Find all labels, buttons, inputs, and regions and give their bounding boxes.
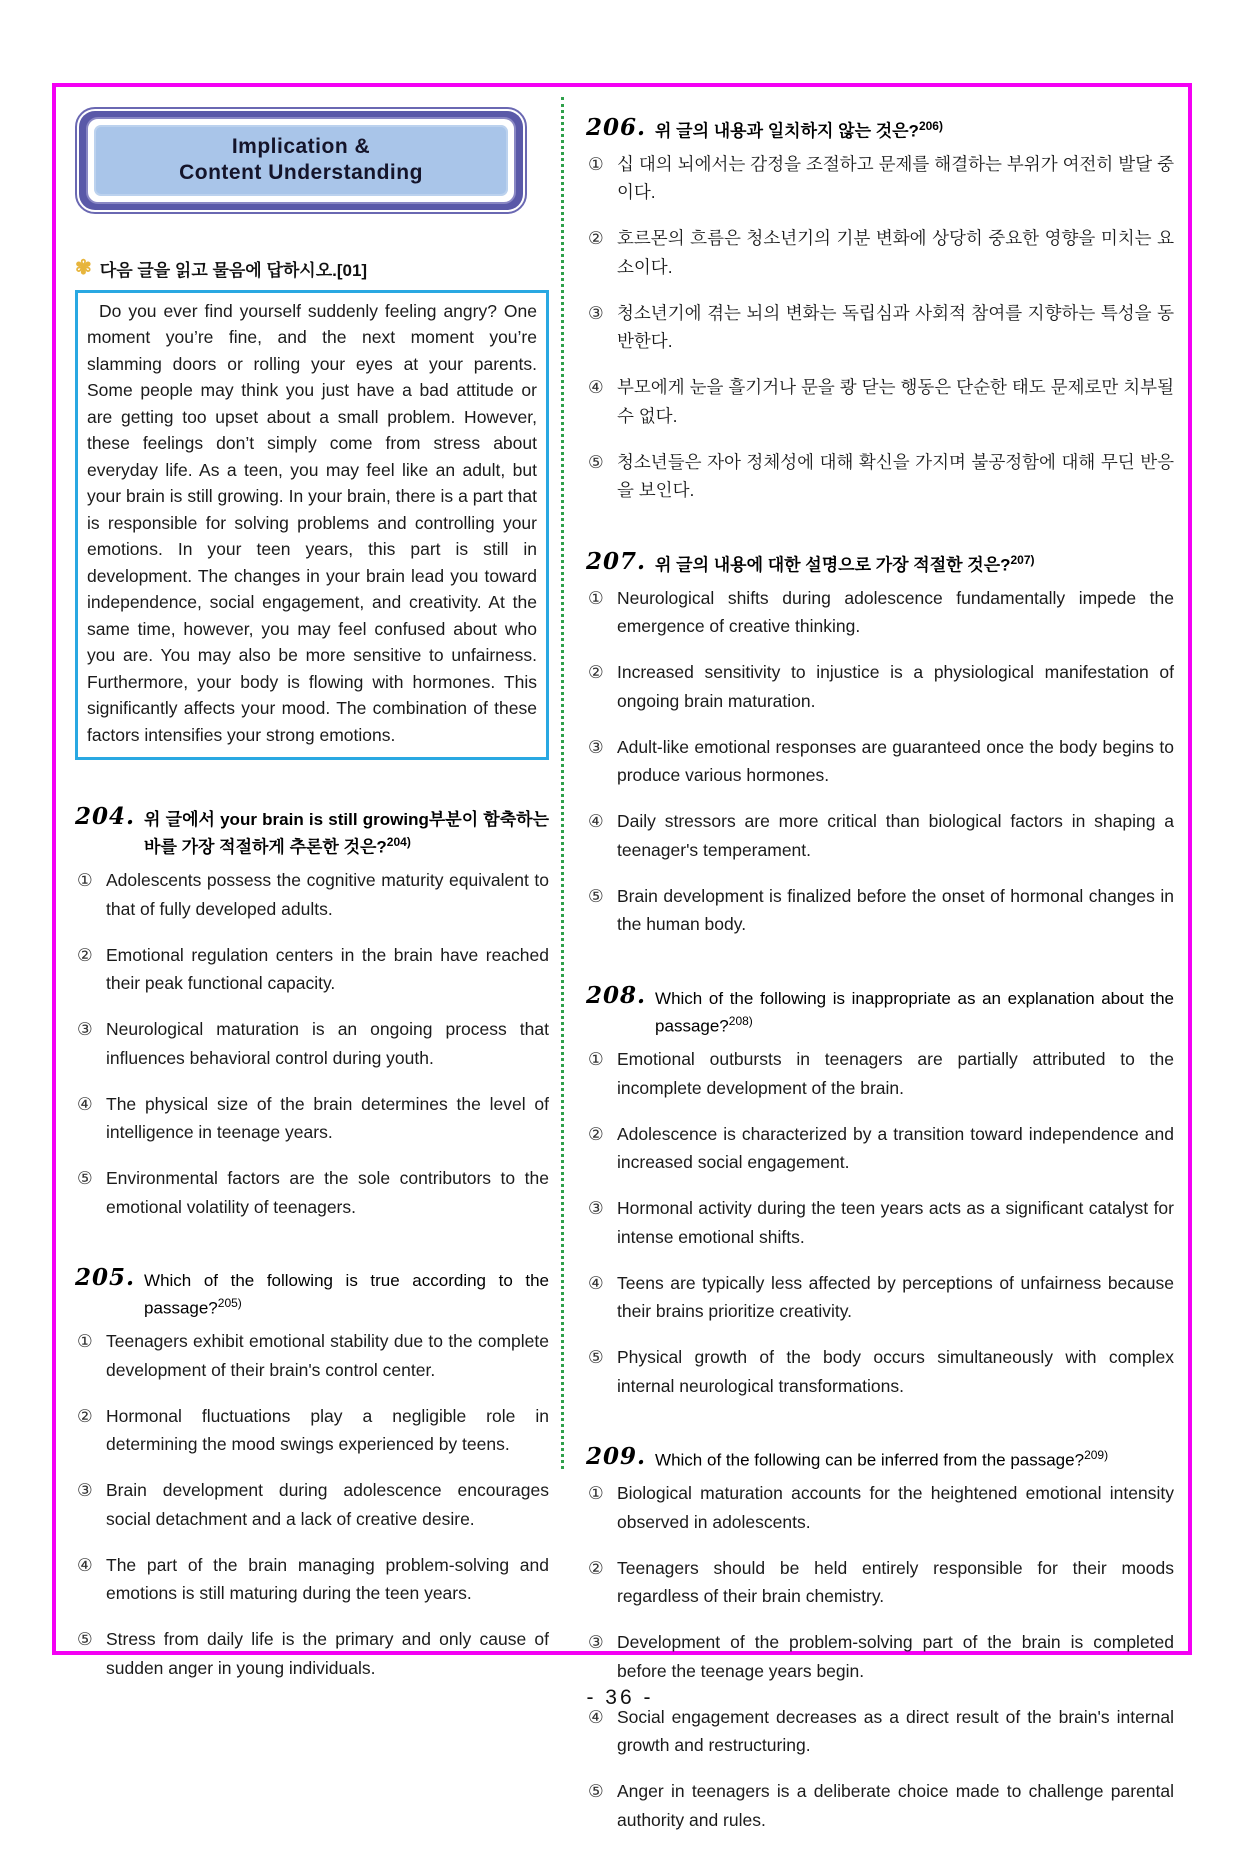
option-text: The physical size of the brain determines the level of intelligence in teenage years.: [106, 1093, 549, 1143]
option-marker: ②: [77, 1405, 93, 1426]
option-marker: ②: [588, 662, 604, 683]
option-marker: ②: [588, 1123, 604, 1144]
option-marker: ④: [588, 377, 604, 398]
question-209-head: [586, 1444, 1174, 1474]
option-text: The part of the brain managing problem-solving and emotions is still maturing during the teen years.: [106, 1554, 549, 1604]
question-stem: [655, 549, 1174, 579]
option-marker: ③: [77, 1019, 93, 1040]
question-stem: [144, 1265, 549, 1322]
option: [75, 1625, 549, 1682]
option: [75, 1015, 549, 1072]
option-text: Neurological shifts during adolescence fundamentally impede the emergence of creative thinking.: [617, 587, 1174, 637]
question-204-head: [75, 804, 549, 861]
options-list: [586, 150, 1174, 505]
question-207-head: [586, 549, 1174, 579]
question-209: [586, 1444, 1174, 1834]
options-list: [586, 1045, 1174, 1400]
question-stem-text: 위 글의 내용과 일치하지 않는 것은?: [655, 121, 919, 141]
option-text: Anger in teenagers is a deliberate choice made to challenge parental authority and rules.: [617, 1781, 1174, 1830]
question-206-head: [586, 115, 1174, 145]
option: [75, 1476, 549, 1533]
option-marker: ③: [588, 1632, 604, 1653]
option: [75, 1551, 549, 1608]
option-marker: ②: [588, 228, 604, 249]
option-text: Physical growth of the body occurs simultaneously with complex internal neurological transformations.: [617, 1347, 1174, 1396]
option-text: Teenagers should be held entirely responsible for their moods regardless of their brain chemistry.: [617, 1557, 1174, 1607]
option: [586, 1120, 1174, 1177]
option-marker: ⑤: [588, 1347, 604, 1368]
question-ref: 206): [918, 119, 943, 133]
option-marker: ④: [588, 1272, 604, 1293]
option-text: Hormonal fluctuations play a negligible role in determining the mood swings experienced by teens.: [106, 1405, 549, 1455]
question-number: 205.: [75, 1264, 136, 1292]
section-title-line1: Implication &: [231, 135, 371, 158]
question-stem: [144, 804, 549, 861]
question-number: 208.: [586, 982, 647, 1009]
option-marker: ④: [77, 1554, 93, 1575]
option: [75, 1090, 549, 1147]
option-text: Environmental factors are the sole contributors to the emotional volatility of teenagers.: [106, 1168, 549, 1217]
option-marker: ①: [588, 153, 604, 174]
option-text: Teenagers exhibit emotional stability due to the complete development of their brain's control center.: [106, 1331, 549, 1380]
option-text: Neurological maturation is an ongoing process that influences behavioral control during youth.: [106, 1019, 549, 1068]
option-text: 호르몬의 흐름은 청소년기의 기분 변화에 상당히 중요한 영향을 미치는 요소이다.: [617, 228, 1174, 277]
question-number: 207.: [586, 548, 647, 575]
option-text: Social engagement decreases as a direct result of the brain's internal growth and restructuring.: [617, 1706, 1174, 1756]
option-marker: ①: [588, 587, 604, 608]
right-column: [586, 87, 1174, 1852]
option-text: Emotional regulation centers in the brain have reached their peak functional capacity.: [106, 944, 549, 994]
question-stem-text: Which of the following is true according to the passage?: [144, 1271, 549, 1319]
option: [586, 150, 1174, 207]
question-ref: 208): [728, 1014, 753, 1029]
option-text: 부모에게 눈을 흘기거나 문을 쾅 닫는 행동은 단순한 태도 문제로만 치부될 수 없다.: [617, 377, 1174, 426]
option-marker: ①: [588, 1049, 604, 1070]
option: [586, 224, 1174, 281]
option-text: 청소년들은 자아 정체성에 대해 확신을 가지며 불공정함에 대해 무딘 반응을 보인다.: [617, 451, 1174, 501]
option: [586, 299, 1174, 356]
question-208: [586, 983, 1174, 1400]
question-ref: 205): [217, 1296, 242, 1311]
option: [586, 658, 1174, 715]
option: [586, 1703, 1174, 1760]
option-marker: ④: [588, 1706, 604, 1727]
option: [586, 1269, 1174, 1326]
option-marker: ②: [588, 1557, 604, 1578]
question-stem-text: Which of the following can be inferred from the passage?: [655, 1450, 1085, 1470]
option: [586, 1777, 1174, 1834]
page-number: - 36 -: [586, 1686, 654, 1709]
option: [75, 941, 549, 998]
passage-box: Do you ever find yourself suddenly feeling angry? One moment you’re fine, and the next moment you’re slamming doors or rolling your eyes at your parents. Some people may think you just have a bad attitude or are getting too upset about a small problem. However, these feelings don’t simply come from stress about everyday life. As a teen, you may feel like an adult, but your brain is still growing. In your brain, there is a part that is responsible for solving problems and controlling your emotions. In your teen years, this part is still in development. The changes in your brain lead you toward independence, social engagement, and creativity. At the same time, however, you may feel confused about who you are. You may also be more sensitive to unfairness. Furthermore, your body is flowing with hormones. This significantly affects your mood. The combination of these factors intensifies your strong emotions.: [75, 290, 549, 761]
question-number: 209.: [586, 1443, 647, 1471]
option: [586, 448, 1174, 505]
question-204: [75, 804, 549, 1221]
section-header-band: [79, 111, 523, 210]
question-206: [586, 115, 1174, 505]
option-text: Development of the problem-solving part of the brain is completed before the teenage years begin.: [617, 1632, 1174, 1681]
question-stem-text: Which of the following is inappropriate as an explanation about the passage?: [655, 989, 1174, 1036]
option: [75, 1164, 549, 1221]
option: [586, 882, 1174, 939]
option-marker: ⑤: [77, 1629, 93, 1650]
option-marker: ⑤: [77, 1168, 93, 1189]
question-ref: 204): [386, 835, 411, 850]
question-ref: 209): [1084, 1448, 1109, 1463]
option-marker: ⑤: [588, 1781, 604, 1802]
option-text: Hormonal activity during the teen years acts as a significant catalyst for intense emotional shifts.: [617, 1198, 1174, 1247]
option: [586, 1554, 1174, 1611]
option-marker: ③: [77, 1480, 93, 1501]
option-text: Daily stressors are more critical than biological factors in shaping a teenager's temperament.: [617, 811, 1174, 860]
direction-line: [75, 256, 549, 281]
question-207: [586, 549, 1174, 939]
question-stem-text: 위 글의 내용에 대한 설명으로 가장 적절한 것은?: [655, 555, 1011, 575]
option-marker: ④: [77, 1093, 93, 1114]
option: [586, 733, 1174, 790]
options-list: [586, 1479, 1174, 1834]
option: [586, 373, 1174, 430]
option-marker: ③: [588, 1198, 604, 1219]
option-marker: ①: [77, 870, 93, 891]
option-text: Biological maturation accounts for the heightened emotional intensity observed in adolescents.: [617, 1483, 1174, 1532]
option-text: Stress from daily life is the primary and only cause of sudden anger in young individuals.: [106, 1629, 549, 1678]
question-ref: 207): [1010, 553, 1035, 567]
option: [586, 1045, 1174, 1102]
option: [586, 1194, 1174, 1251]
option: [586, 1628, 1174, 1685]
option-marker: ①: [588, 1483, 604, 1504]
option: [586, 1343, 1174, 1400]
left-column: [75, 87, 549, 1700]
section-header-fill: [92, 123, 510, 198]
section-header-badge: [75, 107, 527, 214]
question-number: 204.: [75, 803, 136, 830]
option-text: 청소년기에 겪는 뇌의 변화는 독립심과 사회적 참여를 지향하는 특성을 동반한다.: [617, 302, 1174, 352]
options-list: [586, 584, 1174, 939]
option-text: Adolescents possess the cognitive maturity equivalent to that of fully developed adults.: [106, 870, 549, 919]
option-text: Brain development is finalized before the onset of hormonal changes in the human body.: [617, 885, 1174, 935]
question-stem: [655, 115, 1174, 145]
option-marker: ②: [77, 944, 93, 965]
option-marker: ③: [588, 736, 604, 757]
option-marker: ①: [77, 1331, 93, 1352]
option: [586, 584, 1174, 641]
option-text: Adult-like emotional responses are guaranteed once the body begins to produce various hormones.: [617, 736, 1174, 786]
option-marker: ③: [588, 302, 604, 323]
section-title-line2: Content Understanding: [179, 161, 423, 185]
option-marker: ④: [588, 811, 604, 832]
question-205: [75, 1265, 549, 1682]
question-stem: [655, 983, 1174, 1040]
question-205-head: [75, 1265, 549, 1322]
option-text: 십 대의 뇌에서는 감정을 조절하고 문제를 해결하는 부위가 여전히 발달 중이다.: [617, 153, 1174, 203]
question-stem: [655, 1444, 1174, 1474]
option: [75, 866, 549, 923]
option-text: Teens are typically less affected by perceptions of unfairness because their brains prioritize creativity.: [617, 1272, 1174, 1322]
column-divider: [561, 97, 564, 1469]
option: [586, 807, 1174, 864]
options-list: [75, 1327, 549, 1682]
option-marker: ⑤: [588, 451, 604, 472]
flower-icon: ✾: [75, 257, 92, 279]
option-text: Brain development during adolescence encourages social detachment and a lack of creative desire.: [106, 1480, 549, 1529]
direction-text: 다음 글을 읽고 물음에 답하시오.[01]: [99, 260, 368, 280]
option: [586, 1479, 1174, 1536]
option-text: Emotional outbursts in teenagers are partially attributed to the incomplete development of the brain.: [617, 1049, 1174, 1098]
option-text: Increased sensitivity to injustice is a physiological manifestation of ongoing brain maturation.: [617, 662, 1174, 711]
option: [75, 1327, 549, 1384]
question-stem-text: 위 글에서 your brain is still growing부분이 함축하는 바를 가장 적절하게 추론한 것은?: [144, 810, 549, 857]
options-list: [75, 866, 549, 1221]
question-208-head: [586, 983, 1174, 1040]
question-number: 206.: [586, 114, 647, 141]
option-marker: ⑤: [588, 885, 604, 906]
section-header-ring: [86, 117, 516, 204]
option: [75, 1402, 549, 1459]
option-text: Adolescence is characterized by a transition toward independence and increased social engagement.: [617, 1123, 1174, 1173]
